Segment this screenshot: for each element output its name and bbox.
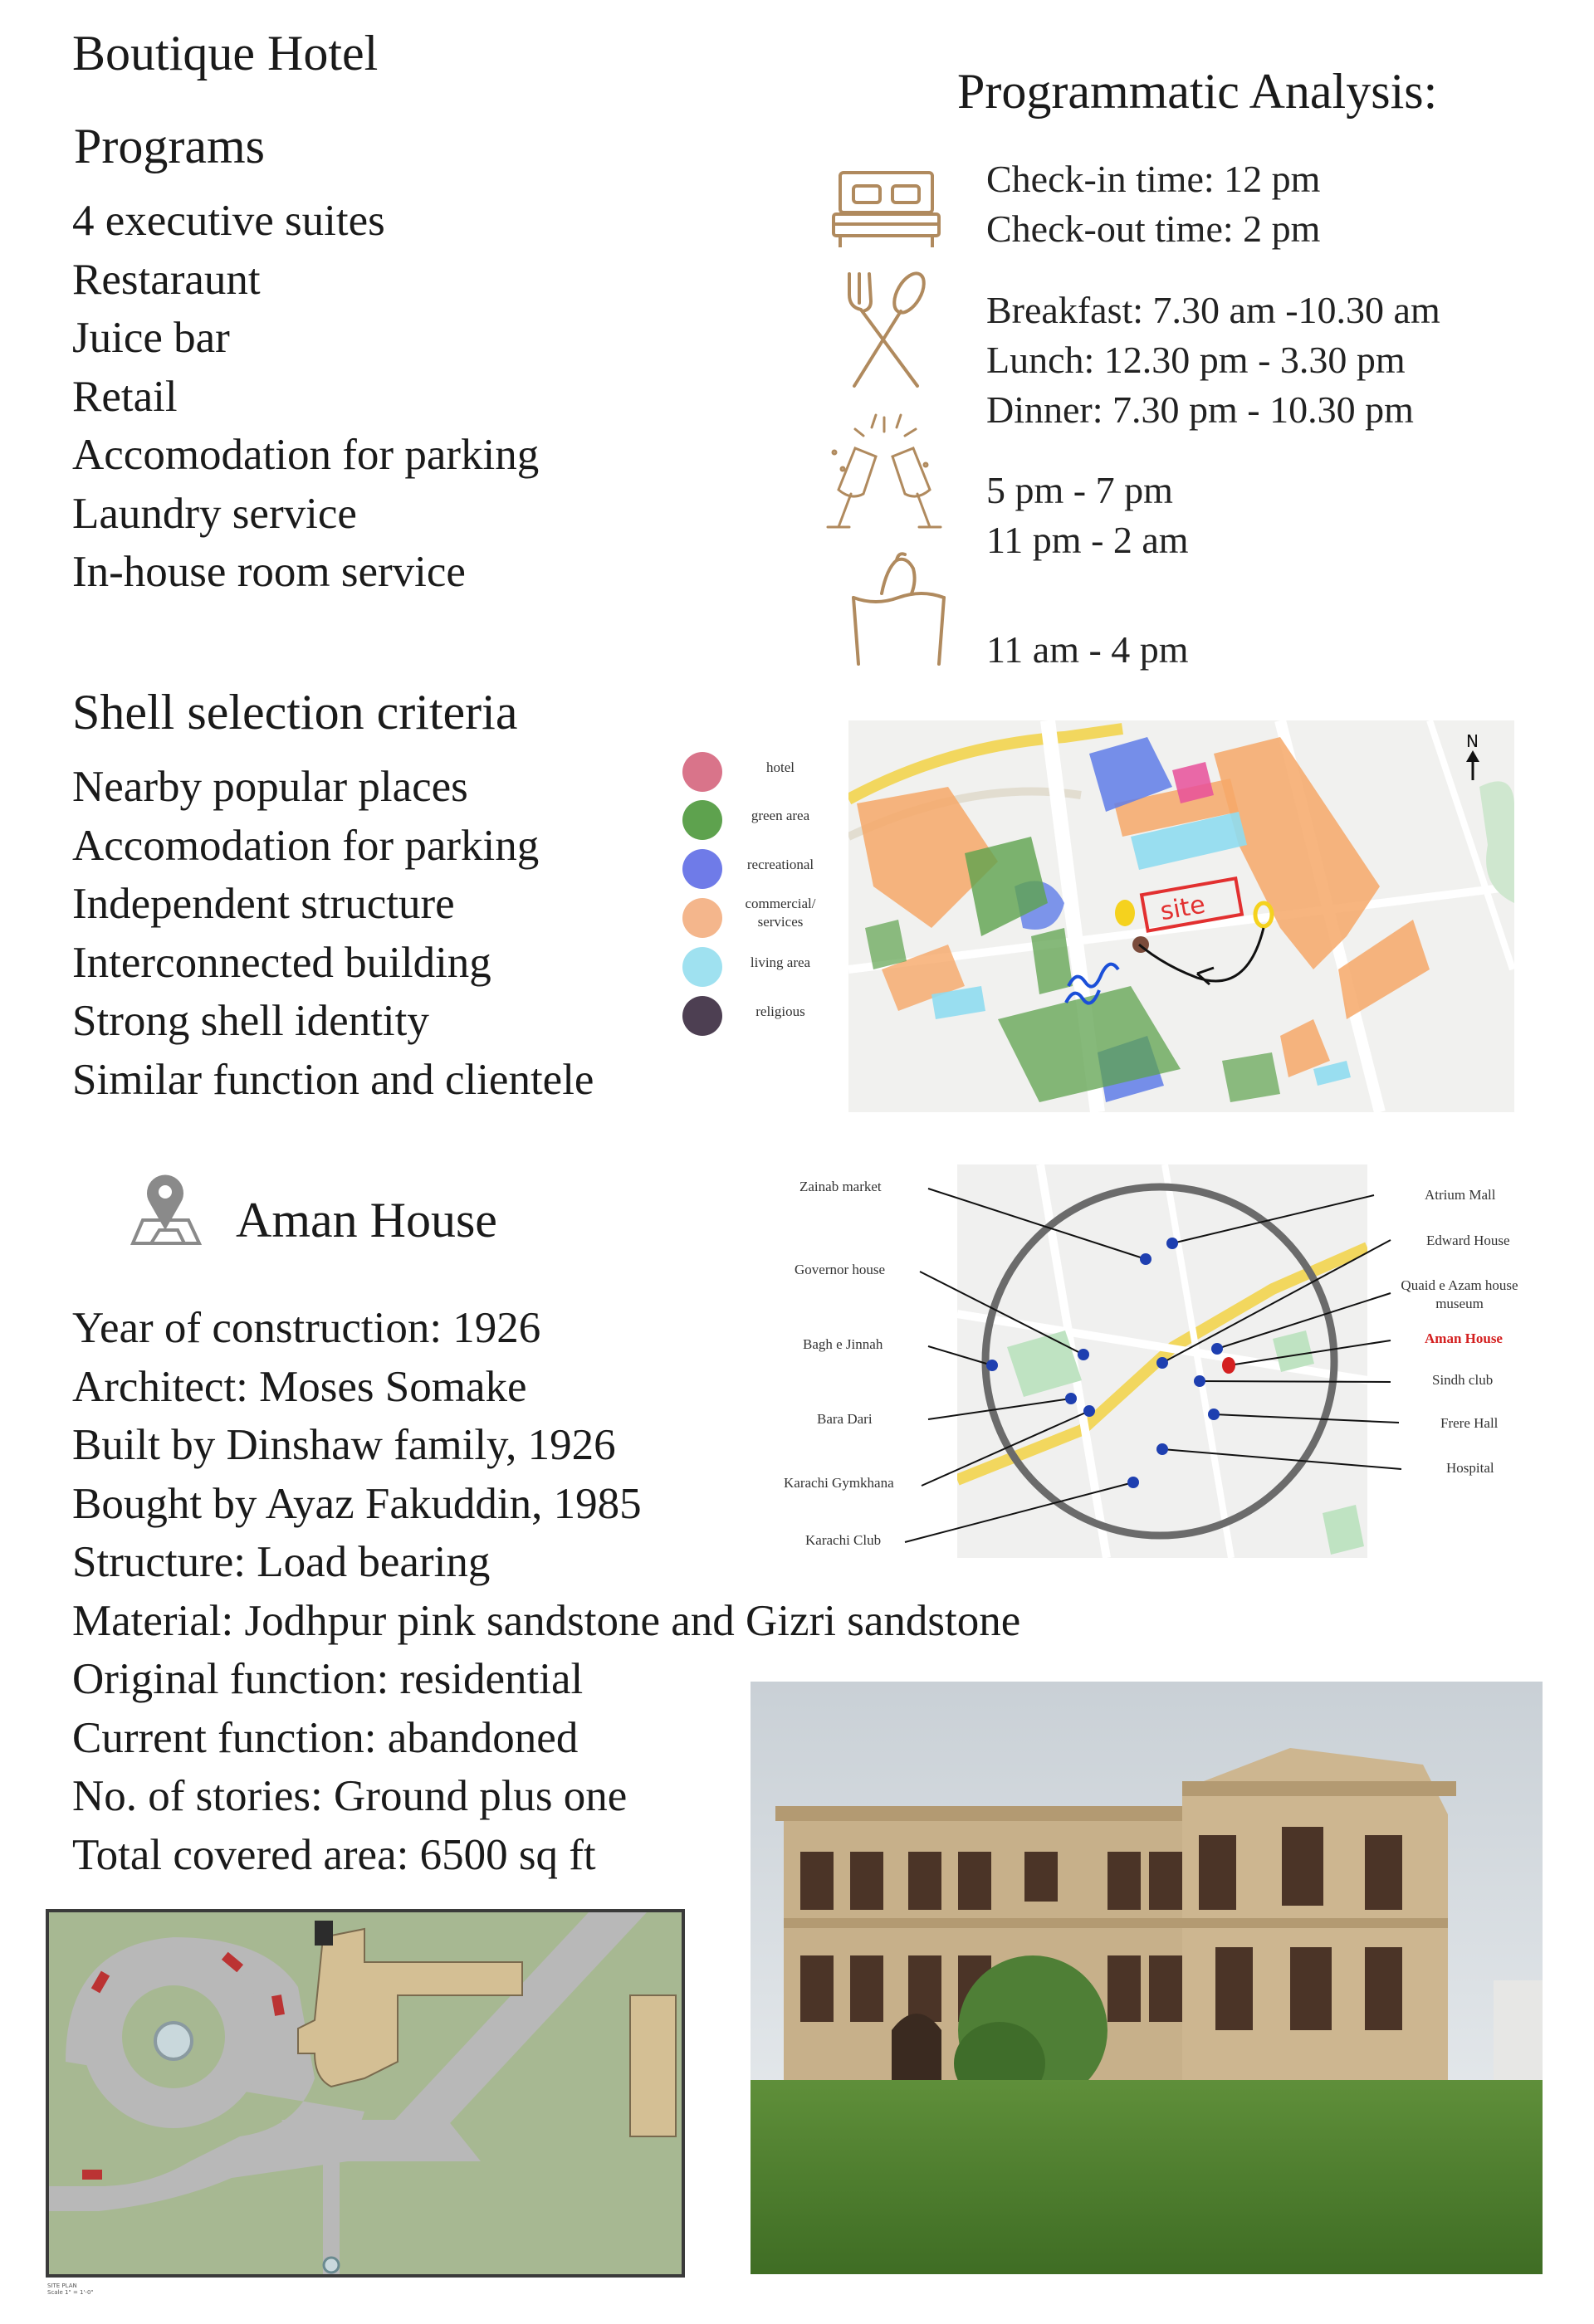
list-item: Strong shell identity bbox=[72, 997, 429, 1045]
building-photo bbox=[751, 1682, 1543, 2274]
site-label: site bbox=[1157, 890, 1208, 927]
detail-item: Material: Jodhpur pink sandstone and Gizri sandstone bbox=[72, 1596, 1021, 1645]
legend-swatch bbox=[682, 898, 722, 938]
site-plan-caption: SITE PLAN Scale 1" = 1'-0" bbox=[47, 2282, 94, 2296]
detail-item: Year of construction: 1926 bbox=[72, 1304, 541, 1352]
bed-icon bbox=[830, 166, 942, 253]
legend-item: recreational bbox=[682, 842, 848, 892]
detail-item: Architect: Moses Somake bbox=[72, 1362, 527, 1411]
landmark-label: Sindh club bbox=[1432, 1372, 1494, 1388]
list-item: Accomodation for parking bbox=[72, 821, 540, 870]
legend-item: green area bbox=[682, 793, 848, 843]
retail-times: 11 am - 4 pm bbox=[986, 628, 1189, 671]
highlight-landmark-label: Aman House bbox=[1425, 1330, 1503, 1346]
landmark-label: Frere Hall bbox=[1440, 1415, 1499, 1431]
detail-item: Total covered area: 6500 sq ft bbox=[72, 1830, 596, 1879]
legend-swatch bbox=[682, 947, 722, 987]
detail-item: Current function: abandoned bbox=[72, 1713, 579, 1762]
detail-item: Original function: residential bbox=[72, 1655, 584, 1703]
building-title: Aman House bbox=[236, 1193, 497, 1247]
landmark-label: Karachi Club bbox=[805, 1532, 882, 1548]
programs-heading: Programs bbox=[74, 119, 265, 173]
shell-heading: Shell selection criteria bbox=[72, 685, 518, 740]
list-item: Restaraunt bbox=[72, 255, 261, 304]
legend-item: religious bbox=[682, 989, 848, 1039]
detail-item: No. of stories: Ground plus one bbox=[72, 1772, 628, 1820]
landmark-label: Bara Dari bbox=[817, 1411, 873, 1427]
list-item: In-house room service bbox=[72, 548, 466, 596]
shopping-bag-icon bbox=[847, 548, 951, 668]
list-item: Juice bar bbox=[72, 314, 230, 362]
legend-swatch bbox=[682, 800, 722, 840]
list-item: 4 executive suites bbox=[72, 197, 385, 245]
cheers-icon bbox=[818, 411, 951, 535]
landmark-label: Governor house bbox=[795, 1262, 886, 1277]
landmark-label: Edward House bbox=[1426, 1233, 1510, 1248]
north-label: N bbox=[1466, 731, 1479, 751]
stay-times: Check-in time: 12 pm Check-out time: 2 pm bbox=[986, 158, 1321, 250]
landmark-label: Zainab market bbox=[799, 1179, 882, 1194]
landmark-label: Bagh e Jinnah bbox=[803, 1336, 883, 1352]
legend-swatch bbox=[682, 996, 722, 1036]
legend-item: hotel bbox=[682, 745, 848, 795]
list-item: Nearby popular places bbox=[72, 763, 468, 811]
analysis-heading: Programmatic Analysis: bbox=[957, 64, 1438, 119]
bar-times: 5 pm - 7 pm 11 pm - 2 am bbox=[986, 469, 1189, 561]
programs-list bbox=[72, 192, 539, 602]
landmark-label: Hospital bbox=[1446, 1460, 1494, 1476]
detail-item: Built by Dinshaw family, 1926 bbox=[72, 1421, 616, 1469]
legend-swatch bbox=[682, 752, 722, 792]
list-item: Accomodation for parking bbox=[72, 431, 540, 479]
list-item: Similar function and clientele bbox=[72, 1055, 594, 1104]
list-item: Independent structure bbox=[72, 880, 455, 928]
legend-item: commercial/ services bbox=[682, 891, 848, 941]
list-item: Interconnected building bbox=[72, 938, 491, 987]
dining-times: Breakfast: 7.30 am -10.30 am Lunch: 12.30 pm - 3.30 pm Dinner: 7.30 pm - 10.30 pm bbox=[986, 289, 1440, 431]
site-plan-drawing bbox=[46, 1909, 685, 2278]
list-item: Laundry service bbox=[72, 489, 357, 538]
site-context-map bbox=[848, 720, 1514, 1112]
landmark-leader-lines bbox=[0, 1162, 1594, 1594]
detail-item: Structure: Load bearing bbox=[72, 1538, 491, 1586]
legend-item: living area bbox=[682, 940, 848, 990]
detail-item: Bought by Ayaz Fakuddin, 1985 bbox=[72, 1479, 642, 1528]
landmark-label: Karachi Gymkhana bbox=[784, 1475, 894, 1491]
list-item: Retail bbox=[72, 372, 178, 421]
landmark-label: Quaid e Azam house museum bbox=[1401, 1277, 1518, 1311]
landmark-label: Atrium Mall bbox=[1425, 1187, 1496, 1203]
legend-swatch bbox=[682, 849, 722, 889]
cutlery-icon bbox=[843, 270, 930, 390]
page-title: Boutique Hotel bbox=[72, 26, 379, 81]
map-legend bbox=[682, 745, 848, 1044]
shell-criteria-list bbox=[72, 758, 594, 1109]
